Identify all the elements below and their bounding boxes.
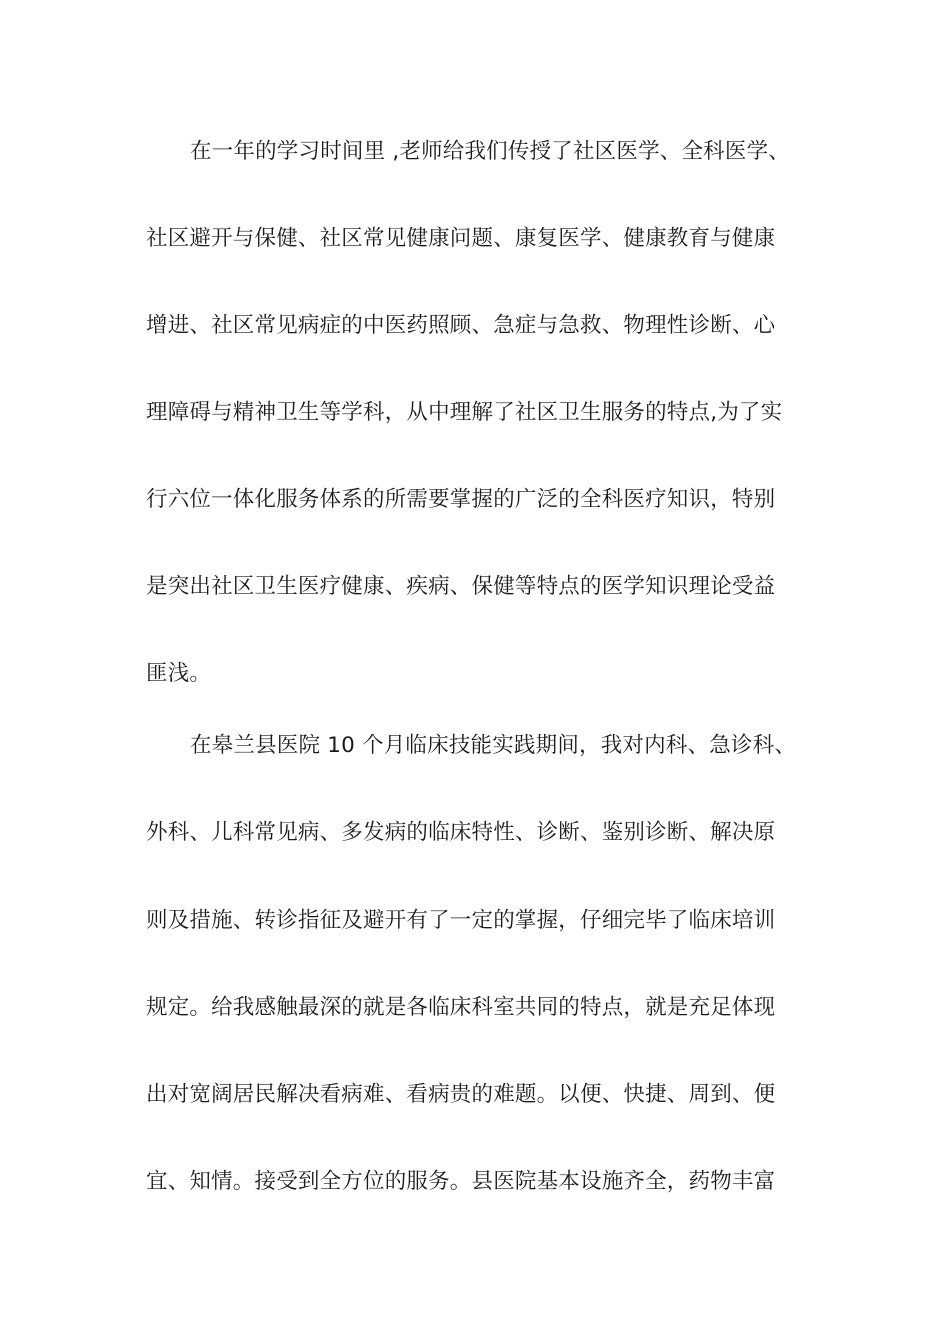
paragraph-2-line-3: 则及措施、转诊指征及避开有了一定的掌握，仔细完毕了临床培训 bbox=[146, 908, 776, 933]
paragraph-1-line-1: 在一年的学习时间里 ,老师给我们传授了社区医学、全科医学、 bbox=[190, 139, 790, 164]
paragraph-1-line-4: 理障碍与精神卫生等学科，从中理解了社区卫生服务的特点,为了实 bbox=[146, 400, 783, 425]
paragraph-2-line-1: 在皋兰县医院 10 个月临床技能实践期间，我对内科、急诊科、 bbox=[190, 733, 797, 758]
paragraph-2-line-5: 出对宽阔居民解决看病难、看病贵的难题。以便、快捷、周到、便 bbox=[146, 1082, 776, 1107]
paragraph-1-line-3: 增进、社区常见病症的中医药照顾、急症与急救、物理性诊断、心 bbox=[146, 313, 776, 338]
paragraph-2-line-2: 外科、儿科常见病、多发病的临床特性、诊断、鉴别诊断、解决原 bbox=[146, 820, 776, 845]
paragraph-1-line-6: 是突出社区卫生医疗健康、疾病、保健等特点的医学知识理论受益 bbox=[146, 574, 776, 599]
paragraph-1-line-2: 社区避开与保健、社区常见健康问题、康复医学、健康教育与健康 bbox=[146, 226, 776, 251]
paragraph-1-line-5: 行六位一体化服务体系的所需要掌握的广泛的全科医疗知识，特别 bbox=[146, 487, 776, 512]
paragraph-2-line-4: 规定。给我感触最深的就是各临床科室共同的特点，就是充足体现 bbox=[146, 995, 776, 1020]
paragraph-2-line-6: 宜、知情。接受到全方位的服务。县医院基本设施齐全，药物丰富 bbox=[146, 1169, 776, 1194]
paragraph-1-line-7: 匪浅。 bbox=[146, 661, 212, 686]
